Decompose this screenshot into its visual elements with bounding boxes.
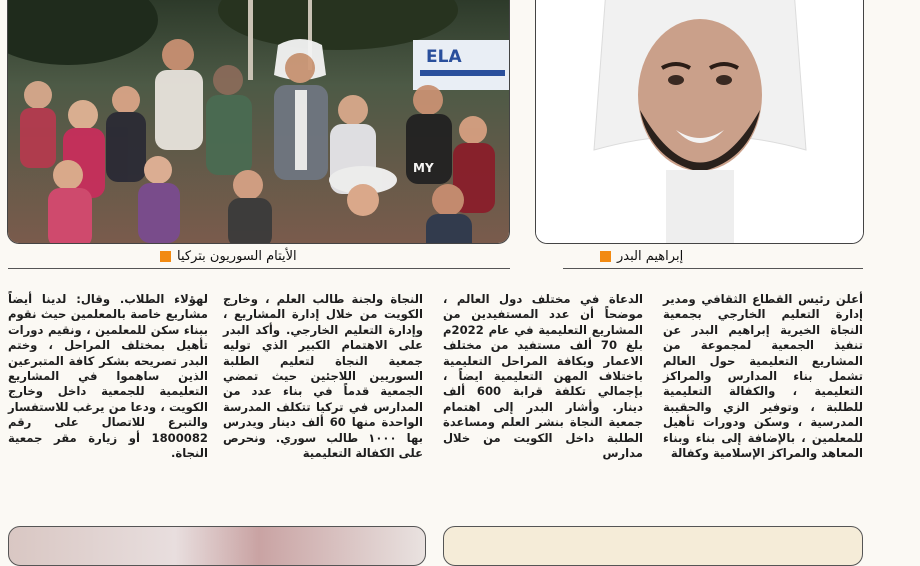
article-column-2 <box>443 292 643 502</box>
caption-text: الأيتام السوريون بتركيا <box>177 248 297 264</box>
orphans-photo-image <box>8 0 510 244</box>
bottom-photo-right <box>443 526 863 566</box>
article-column-3 <box>223 292 423 502</box>
article-text: لهؤلاء الطلاب. وقال: لدينا أيضاً مشاريع خاصة بالمعلمين حيث نقوم ببناء سكن للمعلمين ، ونقيم دورات تأهيل بمختلف المراحل ، وختم البدر تصريحه بشكر كافة المتبرعين الذين ساهموا في المشاريع التعليمية للجمعية داخل وخارج الكويت ، ودعا من يرغب للاستفسار والتبرع للاتصال على رقم 1800082 أو زيارة مقر جمعية النجاة. <box>8 292 208 461</box>
article-text: الدعاة في مختلف دول العالم ، موضحاً أن عدد المستفيدين من المشاريع التعليمية في عام 2022م بلغ 70 ألف مستفيد من مختلف الاعمار وبكافة المراحل التعليمية باختلاف المهن التعليمية ايضاً ، بإجمالي تكلفة قرابة 600 ألف دينار. وأشار البدر إلى اهتمام جمعية النجاة بنشر العلم ومساعدة الطلبة داخل الكويت من خلال مدارس <box>443 292 643 461</box>
bottom-photo-left <box>8 526 426 566</box>
photo-caption-portrait <box>600 246 760 266</box>
article-column-1 <box>663 292 863 502</box>
portrait-photo <box>535 0 864 244</box>
caption-text: إبراهيم البدر <box>617 248 684 264</box>
portrait-photo-image <box>536 0 864 244</box>
caption-marker <box>600 251 611 262</box>
caption-marker <box>160 251 171 262</box>
caption-rule <box>563 268 863 269</box>
article-column-4 <box>8 292 208 502</box>
shirt-text: MY <box>413 161 434 175</box>
caption-rule <box>8 268 510 269</box>
orphans-photo <box>7 0 510 244</box>
article-text: النجاة ولجنة طالب العلم ، وخارج الكويت من خلال إدارة المشاريع ، وإدارة التعليم الخارجي. وأكد البدر على الاهتمام الكبير الذي توليه جمعية النجاة لتعليم الطلبة السوريين اللاجئين حيث تمضي الجمعية قدماً في بناء عدد من المدارس في تركيا تتكلف المدرسة الواحدة منها 60 ألف دينار ويدرس بها ١٠٠٠ طالب سوري. ونحرص على الكفالة التعليمية <box>223 292 424 461</box>
banner-text: ELA <box>426 47 462 67</box>
article-text: أعلن رئيس القطاع الثقافي ومدير إدارة التعليم الخارجي بجمعية النجاة الخيرية إبراهيم البدر عن تنفيذ الجمعية لمجموعة من المشاريع التعليمية حول العالم تشمل بناء المدارس والمراكز التعليمية ، والكفالة التعليمية للطلبة ، وتوفير الزي والحقيبة المدرسية ، وسكن ودورات تأهيل للمعلمين ، بالإضافة إلى بناء وبناء المعاهد والمراكز الإسلامية وكفالة <box>663 292 863 461</box>
photo-caption-orphans <box>160 246 510 266</box>
